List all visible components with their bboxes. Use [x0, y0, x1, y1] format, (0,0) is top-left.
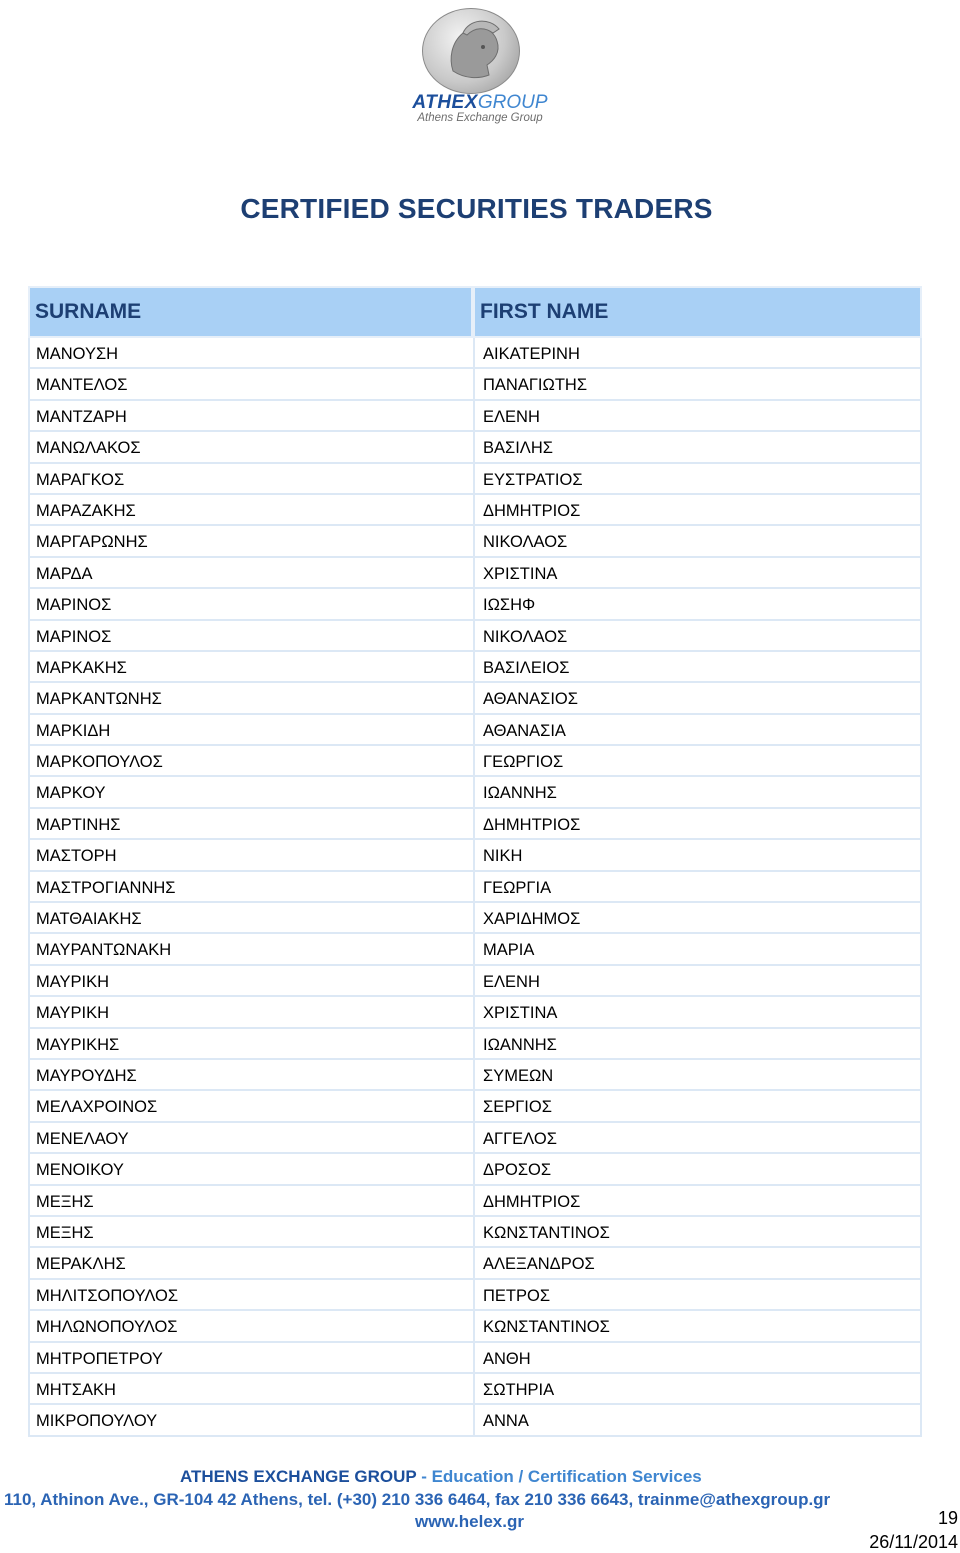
first-name-cell: ΓΕΩΡΓΙΑ [473, 872, 922, 903]
surname-cell: ΜΑΡΚΟΠΟΥΛΟΣ [28, 746, 473, 777]
first-name-cell: ΝΙΚΟΛΑΟΣ [473, 526, 922, 557]
surname-cell: ΜΑΡΑΓΚΟΣ [28, 464, 473, 495]
surname-cell: ΜΗΛΩΝΟΠΟΥΛΟΣ [28, 1311, 473, 1342]
first-name-cell: ΧΡΙΣΤΙΝΑ [473, 997, 922, 1028]
first-name-cell: ΠΑΝΑΓΙΩΤΗΣ [473, 369, 922, 400]
first-name-cell: ΑΓΓΕΛΟΣ [473, 1123, 922, 1154]
surname-cell: ΜΕΛΑΧΡΟΙΝΟΣ [28, 1091, 473, 1122]
first-name-cell: ΧΑΡΙΔΗΜΟΣ [473, 903, 922, 934]
footer-org: ATHENS EXCHANGE GROUP [180, 1467, 417, 1486]
table-row [28, 526, 922, 557]
table-row [28, 621, 922, 652]
table-row [28, 1060, 922, 1091]
first-name-cell: ΣΥΜΕΩΝ [473, 1060, 922, 1091]
table-row [28, 1248, 922, 1279]
table-row [28, 1311, 922, 1342]
table-row [28, 997, 922, 1028]
surname-cell: ΜΑΤΘΑΙΑΚΗΣ [28, 903, 473, 934]
surname-cell: ΜΑΡΚΟΥ [28, 777, 473, 808]
footer-line-1 [180, 1467, 702, 1487]
surname-cell: ΜΑΣΤΟΡΗ [28, 840, 473, 871]
surname-cell: ΜΑΝΤΖΑΡΗ [28, 401, 473, 432]
column-header-first-name: FIRST NAME [473, 286, 922, 338]
surname-cell: ΜΑΡΙΝΟΣ [28, 589, 473, 620]
table-row [28, 369, 922, 400]
first-name-cell: ΔΗΜΗΤΡΙΟΣ [473, 809, 922, 840]
first-name-cell: ΝΙΚΗ [473, 840, 922, 871]
table-row [28, 1154, 922, 1185]
table-row [28, 840, 922, 871]
surname-cell: ΜΕΞΗΣ [28, 1217, 473, 1248]
surname-cell: ΜΑΣΤΡΟΓΙΑΝΝΗΣ [28, 872, 473, 903]
table-row [28, 903, 922, 934]
traders-table [28, 286, 922, 1437]
footer-address: 110, Athinon Ave., GR-104 42 Athens, tel. (+30) 210 336 6464, fax 210 336 6643, trainme@athexgroup.gr [4, 1490, 831, 1509]
table-row [28, 1123, 922, 1154]
brand-wordmark [380, 92, 580, 124]
table-row [28, 934, 922, 965]
surname-cell: ΜΑΥΡΙΚΗΣ [28, 1029, 473, 1060]
first-name-cell: ΣΩΤΗΡΙΑ [473, 1374, 922, 1405]
first-name-cell: ΙΩΑΝΝΗΣ [473, 1029, 922, 1060]
hermes-head-icon [423, 9, 519, 93]
table-row [28, 1186, 922, 1217]
first-name-cell: ΒΑΣΙΛΗΣ [473, 432, 922, 463]
page-title: CERTIFIED SECURITIES TRADERS [240, 193, 713, 224]
table-header-row [28, 286, 922, 338]
page-date: 26/11/2014 [869, 1532, 958, 1552]
footer-website: www.helex.gr [415, 1512, 524, 1531]
table-row [28, 1374, 922, 1405]
first-name-cell: ΙΩΣΗΦ [473, 589, 922, 620]
table-row [28, 1029, 922, 1060]
table-row [28, 966, 922, 997]
surname-cell: ΜΑΡΤΙΝΗΣ [28, 809, 473, 840]
first-name-cell: ΑΙΚΑΤΕΡΙΝΗ [473, 338, 922, 369]
first-name-cell: ΕΛΕΝΗ [473, 401, 922, 432]
table-body [28, 338, 922, 1437]
surname-cell: ΜΑΝΤΕΛΟΣ [28, 369, 473, 400]
first-name-cell: ΔΗΜΗΤΡΙΟΣ [473, 495, 922, 526]
brand-group: GROUP [477, 92, 548, 113]
table-row [28, 589, 922, 620]
surname-cell: ΜΑΝΟΥΣΗ [28, 338, 473, 369]
surname-cell: ΜΕΡΑΚΛΗΣ [28, 1248, 473, 1279]
first-name-cell: ΑΘΑΝΑΣΙΟΣ [473, 683, 922, 714]
first-name-cell: ΕΥΣΤΡΑΤΙΟΣ [473, 464, 922, 495]
surname-cell: ΜΑΥΡΙΚΗ [28, 997, 473, 1028]
surname-cell: ΜΑΥΡΟΥΔΗΣ [28, 1060, 473, 1091]
first-name-cell: ΔΡΟΣΟΣ [473, 1154, 922, 1185]
table-row [28, 338, 922, 369]
first-name-cell: ΒΑΣΙΛΕΙΟΣ [473, 652, 922, 683]
surname-cell: ΜΑΡΔΑ [28, 558, 473, 589]
surname-cell: ΜΗΤΡΟΠΕΤΡΟΥ [28, 1343, 473, 1374]
surname-cell: ΜΑΝΩΛΑΚΟΣ [28, 432, 473, 463]
surname-cell: ΜΑΡΑΖΑΚΗΣ [28, 495, 473, 526]
table-row [28, 872, 922, 903]
surname-cell: ΜΑΥΡΑΝΤΩΝΑΚΗ [28, 934, 473, 965]
first-name-cell: ΙΩΑΝΝΗΣ [473, 777, 922, 808]
first-name-cell: ΑΛΕΞΑΝΔΡΟΣ [473, 1248, 922, 1279]
first-name-cell: ΜΑΡΙΑ [473, 934, 922, 965]
first-name-cell: ΑΝΝΑ [473, 1405, 922, 1436]
first-name-cell: ΠΕΤΡΟΣ [473, 1280, 922, 1311]
table-row [28, 777, 922, 808]
surname-cell: ΜΑΡΙΝΟΣ [28, 621, 473, 652]
first-name-cell: ΑΝΘΗ [473, 1343, 922, 1374]
table-row [28, 1217, 922, 1248]
table-row [28, 558, 922, 589]
page-number: 19 [937, 1508, 958, 1528]
first-name-cell: ΓΕΩΡΓΙΟΣ [473, 746, 922, 777]
table-row [28, 1343, 922, 1374]
surname-cell: ΜΑΡΚΑΝΤΩΝΗΣ [28, 683, 473, 714]
table-row [28, 464, 922, 495]
table-row [28, 715, 922, 746]
surname-cell: ΜΕΝΕΛΑΟΥ [28, 1123, 473, 1154]
surname-cell: ΜΕΝΟΙΚΟΥ [28, 1154, 473, 1185]
table-row [28, 1280, 922, 1311]
table-row [28, 809, 922, 840]
footer-services: - Education / Certification Services [416, 1467, 702, 1486]
first-name-cell: ΔΗΜΗΤΡΙΟΣ [473, 1186, 922, 1217]
table-row [28, 652, 922, 683]
brand-athex: ATHEX [412, 92, 478, 113]
first-name-cell: ΝΙΚΟΛΑΟΣ [473, 621, 922, 652]
surname-cell: ΜΕΞΗΣ [28, 1186, 473, 1217]
surname-cell: ΜΑΡΚΙΔΗ [28, 715, 473, 746]
surname-cell: ΜΑΡΓΑΡΩΝΗΣ [28, 526, 473, 557]
surname-cell: ΜΑΡΚΑΚΗΣ [28, 652, 473, 683]
table-row [28, 746, 922, 777]
first-name-cell: ΚΩΝΣΤΑΝΤΙΝΟΣ [473, 1311, 922, 1342]
first-name-cell: ΧΡΙΣΤΙΝΑ [473, 558, 922, 589]
table-row [28, 683, 922, 714]
table-row [28, 432, 922, 463]
first-name-cell: ΚΩΝΣΤΑΝΤΙΝΟΣ [473, 1217, 922, 1248]
surname-cell: ΜΗΛΙΤΣΟΠΟΥΛΟΣ [28, 1280, 473, 1311]
athex-logo [380, 6, 580, 128]
table-row [28, 1405, 922, 1436]
first-name-cell: ΑΘΑΝΑΣΙΑ [473, 715, 922, 746]
table-row [28, 401, 922, 432]
table-row [28, 495, 922, 526]
surname-cell: ΜΙΚΡΟΠΟΥΛΟΥ [28, 1405, 473, 1436]
hermes-coin-emblem [422, 8, 520, 94]
column-header-surname: SURNAME [28, 286, 473, 338]
first-name-cell: ΣΕΡΓΙΟΣ [473, 1091, 922, 1122]
table-row [28, 1091, 922, 1122]
brand-tagline: Athens Exchange Group [417, 112, 543, 124]
first-name-cell: ΕΛΕΝΗ [473, 966, 922, 997]
surname-cell: ΜΗΤΣΑΚΗ [28, 1374, 473, 1405]
surname-cell: ΜΑΥΡΙΚΗ [28, 966, 473, 997]
